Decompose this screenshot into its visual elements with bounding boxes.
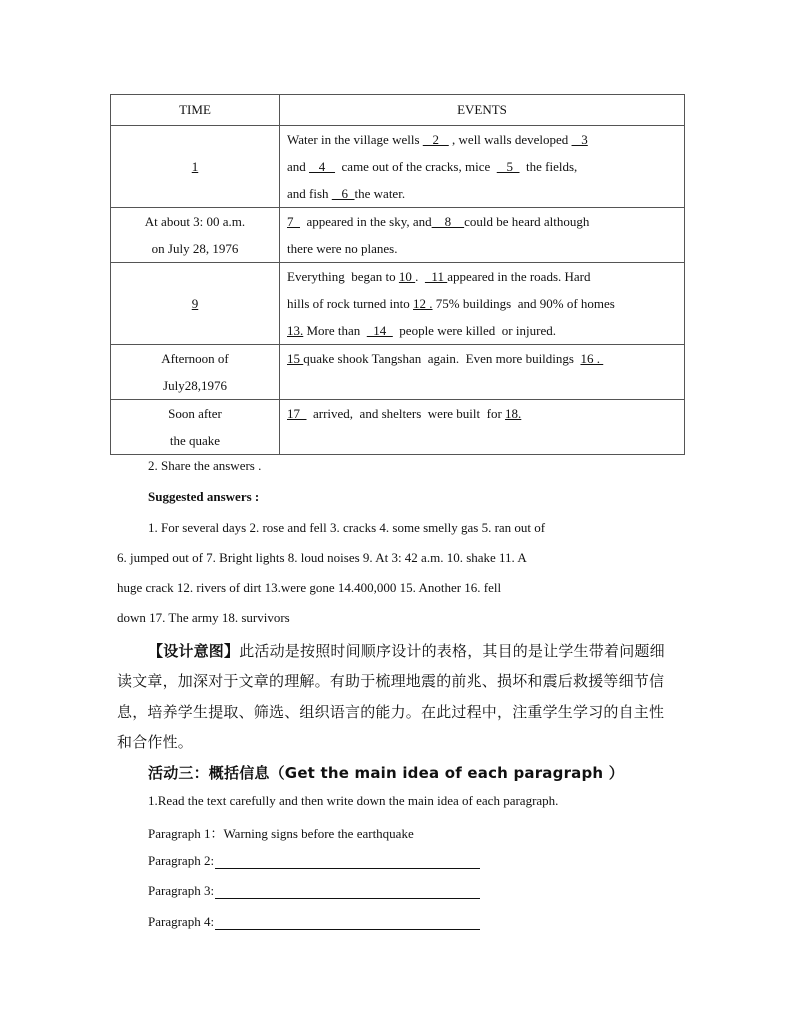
event-text: 75% buildings and 90% of homes xyxy=(432,296,615,311)
event-text: came out of the cracks, mice xyxy=(335,159,497,174)
table-header-row xyxy=(111,95,685,126)
design-intent-line-2: 读文章，加深对于文章的理解。有助于梳理地震的前兆、损坏和震后救援等细节信 xyxy=(117,672,665,690)
time-text: At about 3: 00 a.m. xyxy=(144,214,246,229)
paragraph-4-blank[interactable] xyxy=(215,915,480,930)
event-text: the fields, xyxy=(519,159,578,174)
time-cell xyxy=(111,345,280,400)
event-text: appeared in the roads. Hard xyxy=(447,269,591,284)
answer-blank: 7 xyxy=(287,214,300,229)
time-cell xyxy=(111,126,280,208)
time-header: TIME xyxy=(111,95,280,126)
event-text: and fish xyxy=(287,186,332,201)
time-cell xyxy=(111,208,280,263)
answer-blank: 15 xyxy=(287,351,304,366)
event-text: appeared in the sky, and xyxy=(300,214,432,229)
paragraph-4-row: Paragraph 4: xyxy=(148,914,480,930)
answer-blank: 12 . xyxy=(413,296,433,311)
paragraph-1-answer: Warning signs before the earthquake xyxy=(223,826,414,841)
events-cell xyxy=(280,263,685,345)
events-table xyxy=(110,94,685,455)
answer-blank: 18. xyxy=(505,406,522,421)
event-text: . xyxy=(415,269,425,284)
paragraph-1-row: Paragraph 1：Warning signs before the earthquake xyxy=(148,826,414,841)
time-text: Soon after xyxy=(168,406,222,421)
event-text: and xyxy=(287,159,310,174)
paragraph-3-blank[interactable] xyxy=(215,884,480,899)
event-text: could be heard although xyxy=(464,214,590,229)
event-text: people were killed or injured. xyxy=(392,323,556,338)
paragraph-2-blank[interactable] xyxy=(215,854,480,869)
event-text: the water. xyxy=(354,186,406,201)
events-header: EVENTS xyxy=(280,95,685,126)
answer-blank: 8 xyxy=(431,214,465,229)
design-intent-label: 【设计意图】 xyxy=(148,642,240,660)
event-text: , well walls developed xyxy=(448,132,572,147)
events-cell xyxy=(280,345,685,400)
answer-blank: 16 . xyxy=(580,351,604,366)
time-text: 9 xyxy=(191,296,199,311)
table-row xyxy=(111,208,685,263)
answer-blank: 6 xyxy=(331,186,355,201)
answer-blank: 11 xyxy=(424,269,448,284)
answers-line-1: 1. For several days 2. rose and fell 3. cracks 4. some smelly gas 5. ran out of xyxy=(148,520,546,535)
answers-line-3: huge crack 12. rivers of dirt 13.were gone 14.400,000 15. Another 16. fell xyxy=(117,580,502,595)
table-row xyxy=(111,400,685,455)
table-row xyxy=(111,126,685,208)
time-cell xyxy=(111,263,280,345)
answer-blank: 13. xyxy=(287,323,304,338)
table-row xyxy=(111,263,685,345)
time-text: 1 xyxy=(191,159,199,174)
answer-blank: 2 xyxy=(422,132,449,147)
answers-line-4: down 17. The army 18. survivors xyxy=(117,610,290,625)
event-text: More than xyxy=(303,323,367,338)
answers-line-2: 6. jumped out of 7. Bright lights 8. loud noises 9. At 3: 42 a.m. 10. shake 11. A xyxy=(117,550,527,565)
event-text: arrived, and shelters were built for xyxy=(306,406,506,421)
time-text: July28,1976 xyxy=(163,378,227,393)
event-text: Water in the village wells xyxy=(287,132,423,147)
time-text: the quake xyxy=(169,433,221,448)
paragraph-3-row: Paragraph 3: xyxy=(148,883,480,899)
design-intent-line-4: 和合作性。 xyxy=(117,733,194,751)
event-text: quake shook Tangshan again. Even more buildings xyxy=(303,351,581,366)
share-answers: 2. Share the answers . xyxy=(148,458,262,473)
event-text: there were no planes. xyxy=(287,241,398,256)
answer-blank: 14 xyxy=(366,323,393,338)
design-intent-line-3: 息，培养学生提取、筛选、组织语言的能力。在此过程中，注重学生学习的自主性 xyxy=(117,703,665,721)
answer-blank: 10 xyxy=(398,269,416,284)
suggested-answers-title: Suggested answers : xyxy=(148,489,260,504)
answer-blank: 4 xyxy=(309,159,336,174)
time-text: on July 28, 1976 xyxy=(151,241,239,256)
design-intent-line-1: 【设计意图】此活动是按照时间顺序设计的表格，其目的是让学生带着问题细 xyxy=(148,642,665,660)
time-cell xyxy=(111,400,280,455)
answer-blank: 3 xyxy=(571,132,588,147)
time-text: Afternoon of xyxy=(161,351,229,366)
event-text: hills of rock turned into xyxy=(287,296,414,311)
events-cell xyxy=(280,126,685,208)
answer-blank: 17 xyxy=(287,406,307,421)
table-row xyxy=(111,345,685,400)
events-cell xyxy=(280,400,685,455)
activity3-instruction: 1.Read the text carefully and then write down the main idea of each paragraph. xyxy=(148,793,559,808)
answer-blank: 5 xyxy=(496,159,520,174)
event-text: Everything began to xyxy=(287,269,399,284)
paragraph-2-row: Paragraph 2: xyxy=(148,853,480,869)
activity3-title: 活动三：概括信息（Get the main idea of each paragraph ） xyxy=(148,764,624,782)
events-cell xyxy=(280,208,685,263)
